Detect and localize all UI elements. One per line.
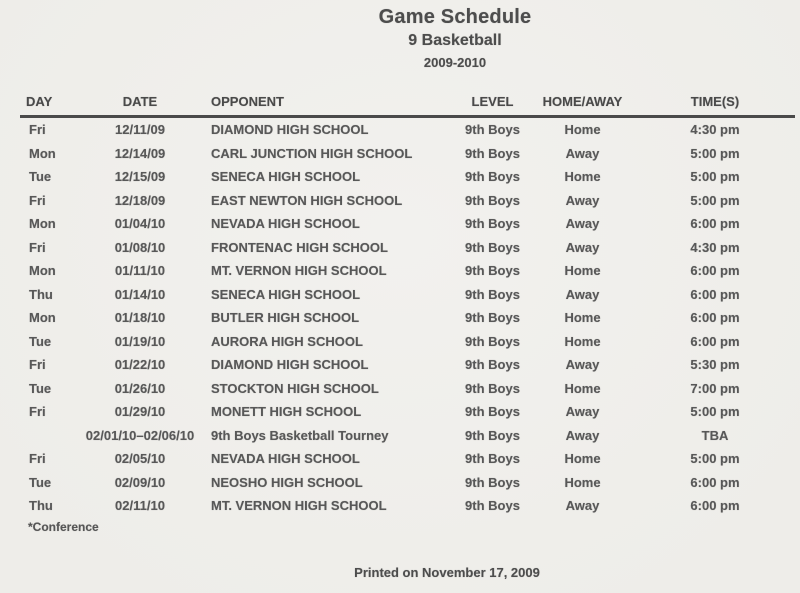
cell-date: 01/19/10 (114, 333, 166, 349)
cell-date: 02/01/10–02/06/10 (85, 427, 195, 443)
cell-opponent: SENECA HIGH SCHOOL (211, 169, 361, 185)
column-header-date: DATE (85, 88, 195, 117)
page-subtitle: 9 Basketball (408, 32, 502, 49)
cell-time: 5:30 pm (690, 357, 740, 373)
column-header-opponent: OPPONENT (195, 88, 455, 117)
cell-day: Mon (29, 216, 56, 232)
cell-home-away: Home (564, 380, 601, 396)
cell-day (20, 424, 85, 448)
cell-home-away: Away (565, 404, 600, 420)
cell-level: 9th Boys (465, 380, 520, 396)
table-row (20, 259, 795, 283)
cell-opponent: CARL JUNCTION HIGH SCHOOL (211, 145, 413, 161)
cell-level: 9th Boys (465, 192, 520, 208)
cell-opponent: FRONTENAC HIGH SCHOOL (211, 239, 388, 255)
cell-opponent: MT. VERNON HIGH SCHOOL (211, 498, 387, 514)
table-header-row (20, 88, 795, 117)
cell-date: 12/18/09 (114, 192, 166, 208)
cell-opponent: MONETT HIGH SCHOOL (211, 404, 362, 420)
cell-opponent: EAST NEWTON HIGH SCHOOL (211, 192, 403, 208)
cell-level: 9th Boys (465, 310, 520, 326)
cell-time: 5:00 pm (690, 451, 740, 467)
cell-level: 9th Boys (465, 122, 520, 138)
cell-opponent: MT. VERNON HIGH SCHOOL (211, 263, 387, 279)
table-row (20, 400, 795, 424)
cell-time: 6:00 pm (690, 263, 740, 279)
table-row (20, 377, 795, 401)
cell-day: Thu (29, 286, 53, 302)
cell-level: 9th Boys (465, 427, 520, 443)
printed-date-line: Printed on November 17, 2009 (354, 565, 540, 580)
table-row (20, 494, 795, 518)
cell-level: 9th Boys (465, 498, 520, 514)
cell-home-away: Away (565, 286, 600, 302)
cell-date: 12/11/09 (115, 122, 165, 138)
cell-day: Tue (29, 333, 52, 349)
cell-date: 01/22/10 (114, 357, 166, 373)
cell-opponent: DIAMOND HIGH SCHOOL (211, 122, 369, 138)
cell-date: 01/18/10 (114, 310, 166, 326)
cell-day: Fri (29, 357, 46, 373)
table-row (20, 447, 795, 471)
cell-time: 4:30 pm (690, 239, 740, 255)
table-row (20, 142, 795, 166)
cell-level: 9th Boys (465, 286, 520, 302)
cell-opponent: DIAMOND HIGH SCHOOL (211, 357, 369, 373)
table-row (20, 424, 795, 448)
cell-home-away: Home (564, 451, 601, 467)
table-row (20, 236, 795, 260)
cell-day: Fri (29, 404, 46, 420)
cell-day: Fri (29, 451, 46, 467)
cell-date: 01/04/10 (114, 216, 166, 232)
cell-time: TBA (701, 427, 729, 443)
cell-date: 12/15/09 (114, 169, 166, 185)
cell-level: 9th Boys (465, 145, 520, 161)
column-header-time: TIME(S) (635, 88, 795, 117)
cell-opponent: NEVADA HIGH SCHOOL (211, 451, 360, 467)
cell-date: 01/11/10 (115, 263, 165, 279)
cell-home-away: Away (565, 145, 600, 161)
cell-date: 01/26/10 (114, 380, 166, 396)
season-label: 2009-2010 (423, 55, 487, 70)
cell-home-away: Home (564, 333, 601, 349)
cell-time: 5:00 pm (690, 169, 740, 185)
cell-opponent: AURORA HIGH SCHOOL (211, 333, 363, 349)
table-row (20, 471, 795, 495)
cell-opponent: SENECA HIGH SCHOOL (211, 286, 361, 302)
cell-opponent: NEVADA HIGH SCHOOL (211, 216, 360, 232)
cell-level: 9th Boys (465, 474, 520, 490)
cell-opponent: BUTLER HIGH SCHOOL (211, 310, 360, 326)
cell-day: Mon (29, 310, 56, 326)
cell-time: 6:00 pm (690, 498, 740, 514)
cell-time: 6:00 pm (690, 216, 740, 232)
cell-time: 6:00 pm (690, 310, 740, 326)
cell-level: 9th Boys (465, 263, 520, 279)
cell-home-away: Away (565, 216, 600, 232)
column-header-level: LEVEL (455, 88, 530, 117)
cell-date: 01/29/10 (114, 404, 166, 420)
cell-level: 9th Boys (465, 451, 520, 467)
cell-home-away: Home (564, 263, 601, 279)
cell-home-away: Away (565, 239, 600, 255)
cell-home-away: Home (564, 310, 601, 326)
cell-home-away: Home (564, 169, 601, 185)
cell-day: Mon (29, 263, 56, 279)
column-header-day: DAY (20, 88, 85, 117)
cell-level: 9th Boys (465, 216, 520, 232)
cell-level: 9th Boys (465, 239, 520, 255)
cell-time: 4:30 pm (690, 122, 740, 138)
table-row (20, 189, 795, 213)
cell-day: Tue (29, 380, 52, 396)
schedule-table-body (20, 117, 795, 518)
cell-time: 7:00 pm (690, 380, 740, 396)
cell-day: Fri (29, 192, 46, 208)
cell-level: 9th Boys (465, 333, 520, 349)
cell-date: 01/08/10 (114, 239, 166, 255)
cell-home-away: Away (565, 192, 600, 208)
cell-time: 6:00 pm (690, 333, 740, 349)
cell-home-away: Home (564, 122, 601, 138)
document-header (0, 6, 800, 70)
cell-time: 6:00 pm (690, 474, 740, 490)
table-row (20, 117, 795, 142)
cell-time: 6:00 pm (690, 286, 740, 302)
cell-date: 01/14/10 (114, 286, 166, 302)
cell-time: 5:00 pm (690, 404, 740, 420)
table-row (20, 283, 795, 307)
table-row (20, 353, 795, 377)
cell-day: Thu (29, 498, 53, 514)
cell-date: 02/05/10 (114, 451, 166, 467)
cell-home-away: Home (564, 474, 601, 490)
cell-day: Tue (29, 474, 52, 490)
conference-footnote: *Conference (28, 520, 99, 534)
cell-day: Tue (29, 169, 52, 185)
table-row (20, 330, 795, 354)
cell-level: 9th Boys (465, 169, 520, 185)
cell-day: Fri (29, 122, 46, 138)
page-title: Game Schedule (378, 6, 532, 28)
cell-home-away: Away (565, 357, 600, 373)
cell-level: 9th Boys (465, 357, 520, 373)
cell-level: 9th Boys (465, 404, 520, 420)
cell-time: 5:00 pm (690, 145, 740, 161)
cell-date: 02/09/10 (114, 474, 166, 490)
cell-date: 12/14/09 (114, 145, 166, 161)
cell-date: 02/11/10 (115, 498, 165, 514)
table-row (20, 165, 795, 189)
cell-opponent: 9th Boys Basketball Tourney (211, 427, 389, 443)
table-row (20, 212, 795, 236)
column-header-home-away: HOME/AWAY (530, 88, 635, 117)
cell-time: 5:00 pm (690, 192, 740, 208)
cell-day: Fri (29, 239, 46, 255)
cell-home-away: Away (565, 427, 600, 443)
table-row (20, 306, 795, 330)
cell-home-away: Away (565, 498, 600, 514)
schedule-table (20, 88, 795, 518)
cell-day: Mon (29, 145, 56, 161)
cell-opponent: STOCKTON HIGH SCHOOL (211, 380, 379, 396)
cell-opponent: NEOSHO HIGH SCHOOL (211, 474, 363, 490)
